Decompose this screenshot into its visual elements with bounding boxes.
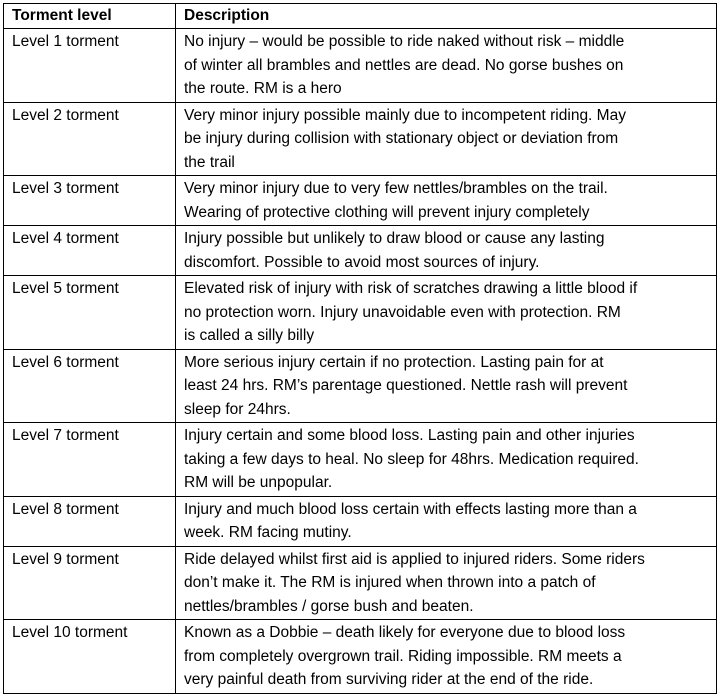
table-row <box>4 546 717 620</box>
level-cell: Level 3 torment <box>4 176 176 226</box>
description-cell <box>176 29 717 103</box>
description-cell <box>176 176 717 226</box>
description-line: least 24 hrs. RM’s parentage questioned. Nettle rash will prevent <box>184 377 628 394</box>
description-line: of winter all brambles and nettles are dead. No gorse bushes on <box>184 56 624 74</box>
table-row <box>4 29 717 103</box>
header-torment-level: Torment level <box>4 4 176 29</box>
level-cell: Level 9 torment <box>4 546 176 620</box>
table-row <box>4 176 717 226</box>
table-row <box>4 102 717 176</box>
table-row <box>4 349 717 423</box>
description-line: Injury and much blood loss certain with effects lasting more than a <box>184 500 637 518</box>
description-line: Wearing of protective clothing will prevent injury completely <box>184 203 590 221</box>
description-cell <box>176 349 717 423</box>
torment-table <box>3 3 717 694</box>
description-line: the route. RM is a hero <box>184 80 342 97</box>
table-row <box>4 496 717 546</box>
table-row <box>4 276 717 350</box>
description-line: Known as a Dobbie – death likely for everyone due to blood loss <box>184 624 626 641</box>
description-line: RM will be unpopular. <box>184 474 333 491</box>
description-line: Injury certain and some blood loss. Lasting pain and other injuries <box>184 427 635 444</box>
description-cell <box>176 276 717 350</box>
description-line: no protection worn. Injury unavoidable even with protection. RM <box>184 303 621 321</box>
table-row <box>4 620 717 694</box>
header-description: Description <box>176 4 717 29</box>
level-cell: Level 7 torment <box>4 423 176 497</box>
level-cell: Level 6 torment <box>4 349 176 423</box>
description-line: is called a silly billy <box>184 327 315 344</box>
description-line: from completely overgrown trail. Riding impossible. RM meets a <box>184 647 622 665</box>
description-line: More serious injury certain if no protection. Lasting pain for at <box>184 353 604 371</box>
description-cell <box>176 102 717 176</box>
description-line: the trail <box>184 153 235 171</box>
level-cell: Level 5 torment <box>4 276 176 350</box>
level-cell: Level 2 torment <box>4 102 176 176</box>
level-cell: Level 8 torment <box>4 496 176 546</box>
description-line: don’t make it. The RM is injured when thrown into a patch of <box>184 574 596 591</box>
description-cell <box>176 226 717 276</box>
description-line: Ride delayed whilst first aid is applied to injured riders. Some riders <box>184 550 645 568</box>
level-cell: Level 1 torment <box>4 29 176 103</box>
description-line: be injury during collision with stationary object or deviation from <box>184 130 619 147</box>
level-cell: Level 4 torment <box>4 226 176 276</box>
description-line: Elevated risk of injury with risk of scratches drawing a little blood if <box>184 280 638 297</box>
description-line: Injury possible but unlikely to draw blood or cause any lasting <box>184 230 605 247</box>
description-line: Very minor injury due to very few nettles/brambles on the trail. <box>184 180 608 197</box>
description-line: nettles/brambles / gorse bush and beaten. <box>184 597 474 615</box>
description-line: Very minor injury possible mainly due to incompetent riding. May <box>184 106 626 124</box>
description-line: No injury – would be possible to ride naked without risk – middle <box>184 33 625 50</box>
description-line: taking a few days to heal. No sleep for 48hrs. Medication required. <box>184 450 639 468</box>
description-cell <box>176 496 717 546</box>
level-cell: Level 10 torment <box>4 620 176 694</box>
description-line: week. RM facing mutiny. <box>184 524 352 541</box>
table-row <box>4 423 717 497</box>
description-cell <box>176 423 717 497</box>
description-line: very painful death from surviving rider at the end of the ride. <box>184 671 594 688</box>
description-line: sleep for 24hrs. <box>184 400 291 418</box>
header-row <box>4 4 717 29</box>
table-row <box>4 226 717 276</box>
description-cell <box>176 546 717 620</box>
description-line: discomfort. Possible to avoid most sources of injury. <box>184 253 540 271</box>
description-cell <box>176 620 717 694</box>
